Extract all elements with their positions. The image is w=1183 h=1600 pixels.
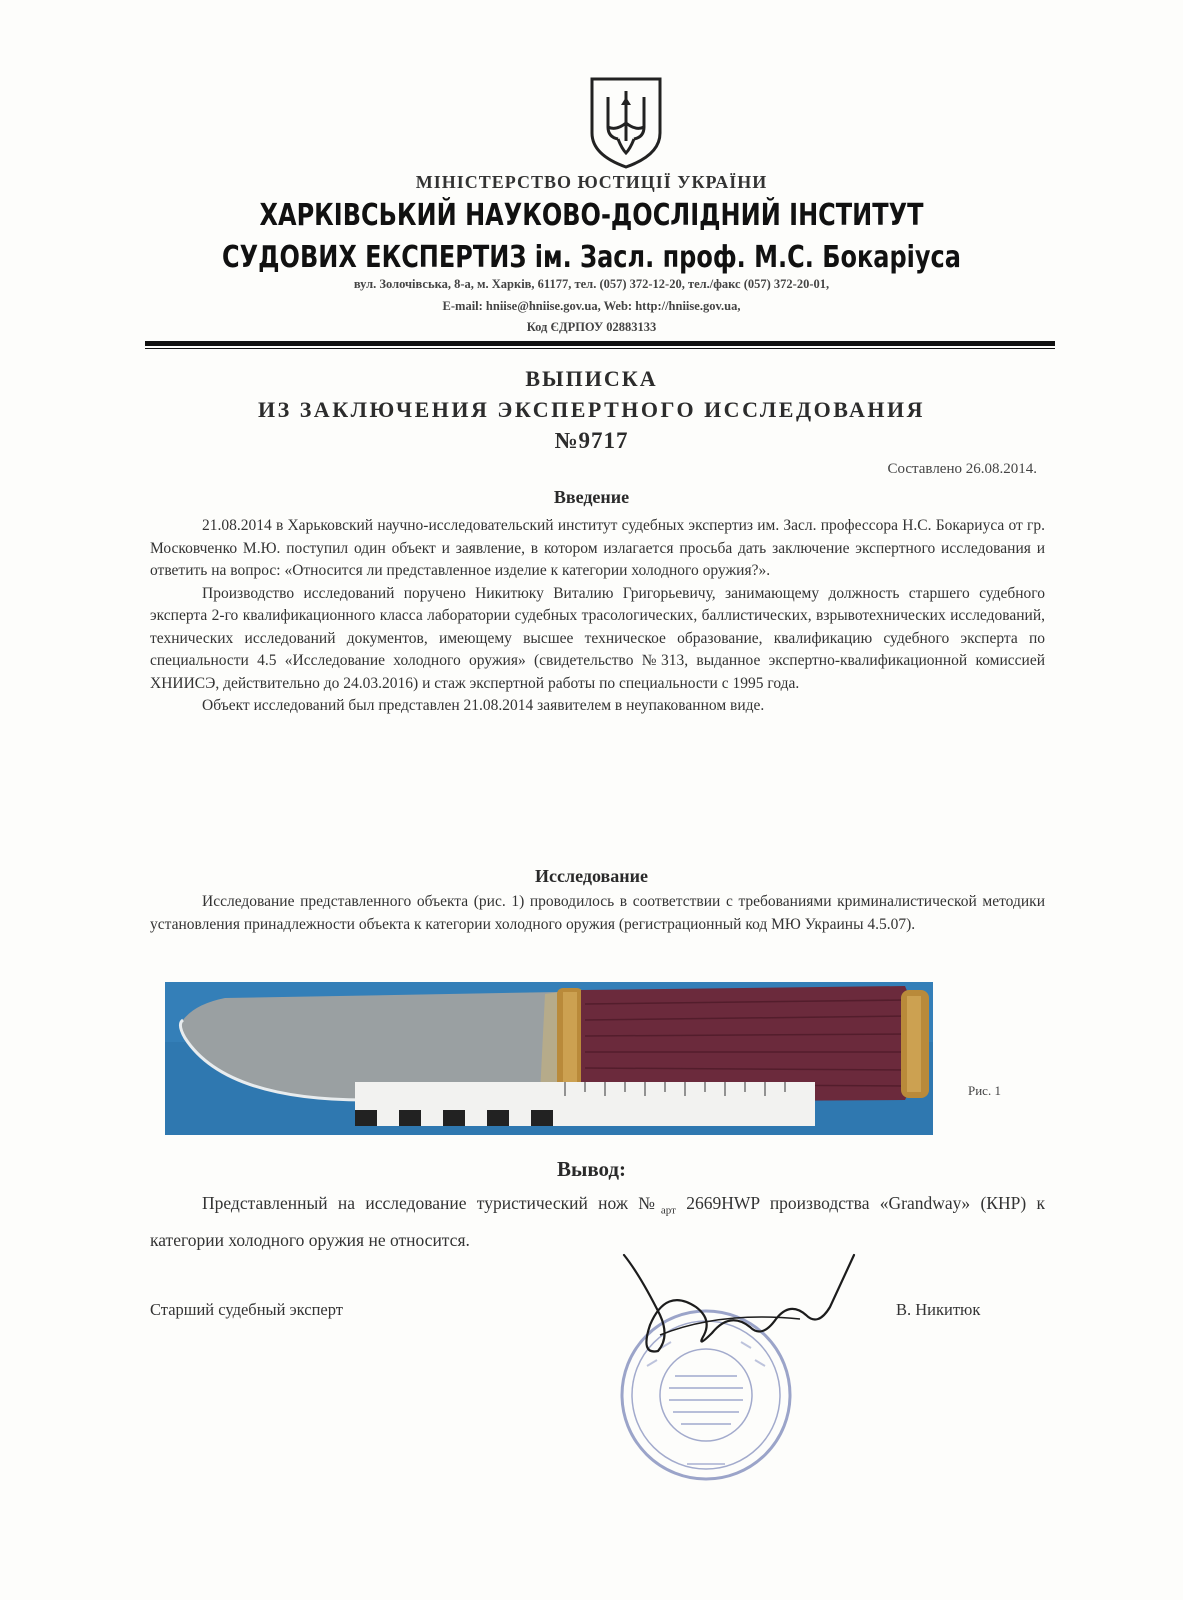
intro-paragraph-2: Производство исследований поручено Никитюку Виталию Григорьевичу, занимающему должность старшего судебного эксперта 2-го квалификационного класса лаборатории судебных трасологических, баллистических, взрывотехнических исследований, технических исследований документов, имеющему высшее техническое образование, квалификацию судебного эксперта по специальности 4.5 «Исследование холодного оружия» (свидетельство №313, выданное экспертно-квалификационной комиссией ХНИИСЭ, действительно до 24.03.2016) и стаж экспертной работы по специальности с 1995 года. bbox=[150, 584, 1045, 692]
handwritten-signature-icon bbox=[600, 1215, 880, 1365]
address-line3: Код ЄДРПОУ 02883133 bbox=[526, 320, 657, 334]
document-title: ВЫПИСКА bbox=[525, 366, 658, 391]
document-number: №9717 bbox=[554, 428, 629, 453]
institute-name-line2: СУДОВИХ ЕКСПЕРТИЗ ім. Засл. проф. М.С. Бокаріуса bbox=[222, 240, 961, 275]
address-line1: вул. Золочівська, 8-а, м. Харків, 61177, тел. (057) 372-12-20, тел./факс (057) 372-20-01, bbox=[353, 277, 830, 291]
knife-photo bbox=[165, 982, 933, 1135]
research-section bbox=[150, 891, 1045, 936]
conclusion-text-end: 2669HWP производства «Grandway» (КНР) к категории холодного оружия не относится. bbox=[150, 1193, 1045, 1250]
compiled-date: Составлено 26.08.2014. bbox=[887, 461, 1037, 477]
figure-caption: Рис. 1 bbox=[968, 1083, 1001, 1098]
document-subtitle: ИЗ ЗАКЛЮЧЕНИЯ ЭКСПЕРТНОГО ИССЛЕДОВАНИЯ bbox=[257, 397, 926, 422]
intro-paragraph-3: Объект исследований был представлен 21.08.2014 заявителем в неупакованном виде. bbox=[202, 697, 765, 714]
intro-heading: Введение bbox=[553, 487, 630, 507]
address-line2: E-mail: hniise@hniise.gov.ua, Web: http://hniise.gov.ua, bbox=[442, 299, 741, 313]
conclusion-paragraph bbox=[150, 1189, 1045, 1255]
signer-position: Старший судебный эксперт bbox=[150, 1300, 343, 1319]
intro-paragraph-1: 21.08.2014 в Харьковский научно-исследовательский институт судебных экспертиз им. Засл. профессора Н.С. Бокариуса от гр. Московченко М.Ю. поступил один объект и заявление, в котором излагается просьба дать заключение экспертного исследования и ответить на вопрос: «Относится ли представленное изделие к категории холодного оружия?». bbox=[150, 517, 1045, 579]
conclusion-section bbox=[150, 1189, 1045, 1255]
header-divider-thin bbox=[145, 348, 1055, 349]
trident-coat-of-arms-icon bbox=[588, 75, 664, 171]
research-heading: Исследование bbox=[535, 866, 648, 886]
ministry-name: МІНІСТЕРСТВО ЮСТИЦІЇ УКРАЇНИ bbox=[415, 172, 768, 192]
conclusion-text-start: Представленный на исследование туристический нож № bbox=[202, 1193, 661, 1213]
conclusion-heading: Вывод: bbox=[556, 1157, 627, 1181]
signer-name: В. Никитюк bbox=[896, 1300, 981, 1319]
header-divider-thick bbox=[145, 341, 1055, 346]
research-paragraph: Исследование представленного объекта (рис. 1) проводилось в соответствии с требованиями криминалистической методики установления принадлежности объекта к категории холодного оружия (регистрационный код МЮ Украины 4.5.07). bbox=[150, 893, 1045, 933]
intro-section bbox=[150, 515, 1045, 718]
institute-name-line1: ХАРКІВСЬКИЙ НАУКОВО-ДОСЛІДНИЙ ІНСТИТУТ bbox=[259, 198, 924, 233]
conclusion-subscript: арт bbox=[660, 1204, 676, 1217]
